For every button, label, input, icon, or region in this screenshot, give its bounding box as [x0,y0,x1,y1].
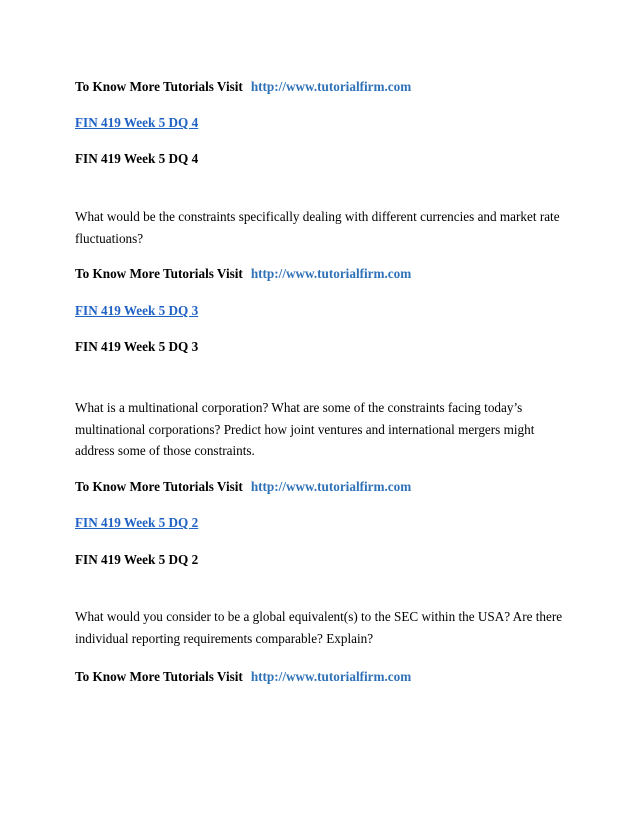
section-dq3-link-line [75,300,575,321]
promo-line-4 [75,666,575,687]
section-dq2-heading: FIN 419 Week 5 DQ 2 [75,552,199,567]
section-dq3-question: What is a multinational corporation? What are some of the constraints facing today’s multinational corporations? Predict how joint ventures and international mergers might address some of those constraints. [75,400,535,458]
promo-label: To Know More Tutorials Visit [75,266,243,281]
section-dq3-link[interactable]: FIN 419 Week 5 DQ 3 [75,303,199,318]
section-dq2-question: What would you consider to be a global equivalent(s) to the SEC within the USA? Are there individual reporting requirements comparable? Explain? [75,609,563,646]
promo-label: To Know More Tutorials Visit [75,79,243,94]
section-dq3-heading: FIN 419 Week 5 DQ 3 [75,339,199,354]
promo-line-2 [75,263,575,284]
promo-url-link[interactable]: http://www.tutorialfirm.com [250,479,412,494]
section-dq4-question: What would be the constraints specifically dealing with different currencies and market rate fluctuations? [75,209,560,246]
promo-url-link[interactable]: http://www.tutorialfirm.com [250,79,412,94]
section-dq4-heading: FIN 419 Week 5 DQ 4 [75,151,199,166]
section-dq2-link[interactable]: FIN 419 Week 5 DQ 2 [75,515,199,530]
section-dq4-link[interactable]: FIN 419 Week 5 DQ 4 [75,115,199,130]
promo-label: To Know More Tutorials Visit [75,669,243,684]
promo-url-link[interactable]: http://www.tutorialfirm.com [250,669,412,684]
section-dq2-link-line [75,512,575,533]
promo-label: To Know More Tutorials Visit [75,479,243,494]
promo-line-1 [75,76,575,97]
section-dq4-link-line [75,112,575,133]
promo-line-3 [75,476,575,497]
promo-url-link[interactable]: http://www.tutorialfirm.com [250,266,412,281]
